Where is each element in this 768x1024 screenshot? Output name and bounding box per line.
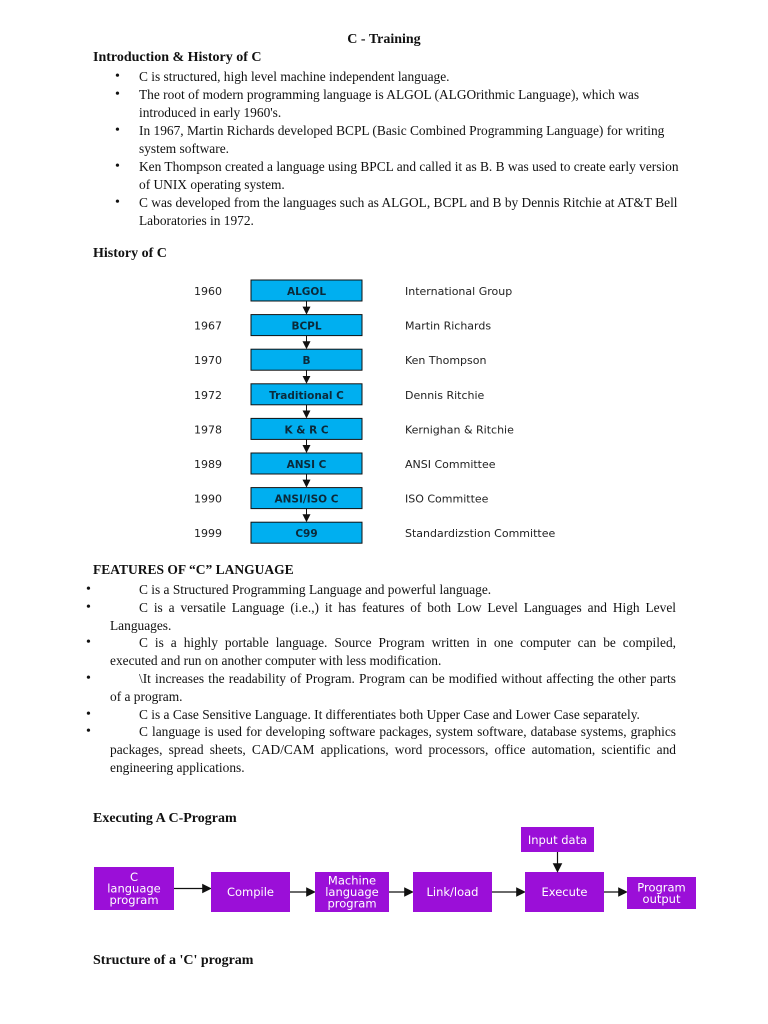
history-person: Standardizstion Committee <box>405 527 556 541</box>
intro-bullet-list <box>115 68 685 230</box>
history-year: 1978 <box>194 423 222 437</box>
history-year: 1989 <box>194 458 222 471</box>
page-title: C - Training <box>347 32 421 47</box>
history-row <box>194 349 486 380</box>
exec-step <box>94 867 207 910</box>
feature-bullet: • C language is used for developing software packages, system software, database systems, graphics packages, spread sheets, CAD/CAM applications, word processors, office automation, scientific and engineering applications. <box>86 723 676 776</box>
history-timeline-diagram <box>0 270 768 555</box>
exec-step-label: Program output <box>637 880 686 906</box>
intro-heading: Introduction & History of C <box>93 50 262 65</box>
feature-bullet: • C is a Case Sensitive Language. It differentiates both Upper Case and Lower Case separately. <box>86 706 676 724</box>
intro-bullet: • In 1967, Martin Richards developed BCPL (Basic Combined Programming Language) for writing system software. <box>115 122 685 158</box>
history-row <box>194 522 555 543</box>
history-row <box>194 453 496 484</box>
history-lang-label: ALGOL <box>286 286 327 298</box>
structure-heading: Structure of a 'C' program <box>93 953 254 968</box>
history-lang-label: B <box>302 355 311 368</box>
features-heading: FEATURES OF “C” LANGUAGE <box>93 562 294 577</box>
feature-bullet: • \It increases the readability of Program. Program can be modified without affecting the other parts of a program. <box>86 670 676 706</box>
history-row <box>194 280 512 311</box>
history-person: International Group <box>405 285 513 298</box>
history-person: Dennis Ritchie <box>405 388 485 402</box>
history-lang-label: Traditional C <box>269 389 344 402</box>
input-data <box>521 827 594 868</box>
history-row <box>194 315 491 346</box>
exec-step-label: Link/load <box>426 885 479 899</box>
feature-bullet: • C is a Structured Programming Language and powerful language. <box>86 581 676 599</box>
exec-step-label: Machine language program <box>325 873 379 911</box>
history-lang-label: C99 <box>295 528 318 541</box>
history-year: 1960 <box>194 285 222 298</box>
exec-step <box>627 877 696 909</box>
exec-step-label: C language program <box>107 870 161 907</box>
history-row <box>194 418 514 449</box>
intro-bullet: • Ken Thompson created a language using BPCL and called it as B. B was used to create early version of UNIX operating system. <box>115 158 685 194</box>
history-year: 1970 <box>194 354 222 368</box>
history-lang-label: ANSI C <box>286 459 327 471</box>
history-lang-label: ANSI/ISO C <box>274 493 339 506</box>
history-person: Ken Thompson <box>405 354 487 368</box>
history-person: ANSI Committee <box>405 458 496 471</box>
input-data-label: Input data <box>527 833 588 847</box>
history-heading: History of C <box>93 246 167 261</box>
history-person: ISO Committee <box>405 492 489 506</box>
history-row <box>194 384 485 415</box>
history-person: Kernighan & Ritchie <box>405 423 514 437</box>
execution-flow-diagram <box>0 820 768 920</box>
feature-bullet: • C is a versatile Language (i.e.,) it has features of both Low Level Languages and High Level Languages. <box>86 599 676 635</box>
exec-step <box>315 872 409 912</box>
history-year: 1972 <box>194 388 222 402</box>
exec-step-label: Execute <box>541 885 588 899</box>
history-year: 1967 <box>194 319 222 333</box>
history-person: Martin Richards <box>405 319 492 333</box>
history-year: 1999 <box>194 527 222 541</box>
intro-bullet: • C is structured, high level machine independent language. <box>115 68 685 86</box>
executing-heading: Executing A C-Program <box>93 811 237 826</box>
history-year: 1990 <box>194 492 222 506</box>
exec-step-label: Compile <box>226 885 275 899</box>
exec-step <box>211 872 311 912</box>
feature-bullet: • C is a highly portable language. Source Program written in one computer can be compiled, executed and run on another computer with less modification. <box>86 634 676 670</box>
history-row <box>194 488 489 519</box>
intro-bullet: • The root of modern programming language is ALGOL (ALGOrithmic Language), which was introduced in early 1960's. <box>115 86 685 122</box>
history-lang-label: K & R C <box>284 424 329 437</box>
exec-step <box>413 872 521 912</box>
history-lang-label: BCPL <box>291 320 322 333</box>
intro-bullet: • C was developed from the languages such as ALGOL, BCPL and B by Dennis Ritchie at AT&T Bell Laboratories in 1972. <box>115 194 685 230</box>
exec-step <box>525 872 623 912</box>
features-bullet-list <box>86 581 676 777</box>
